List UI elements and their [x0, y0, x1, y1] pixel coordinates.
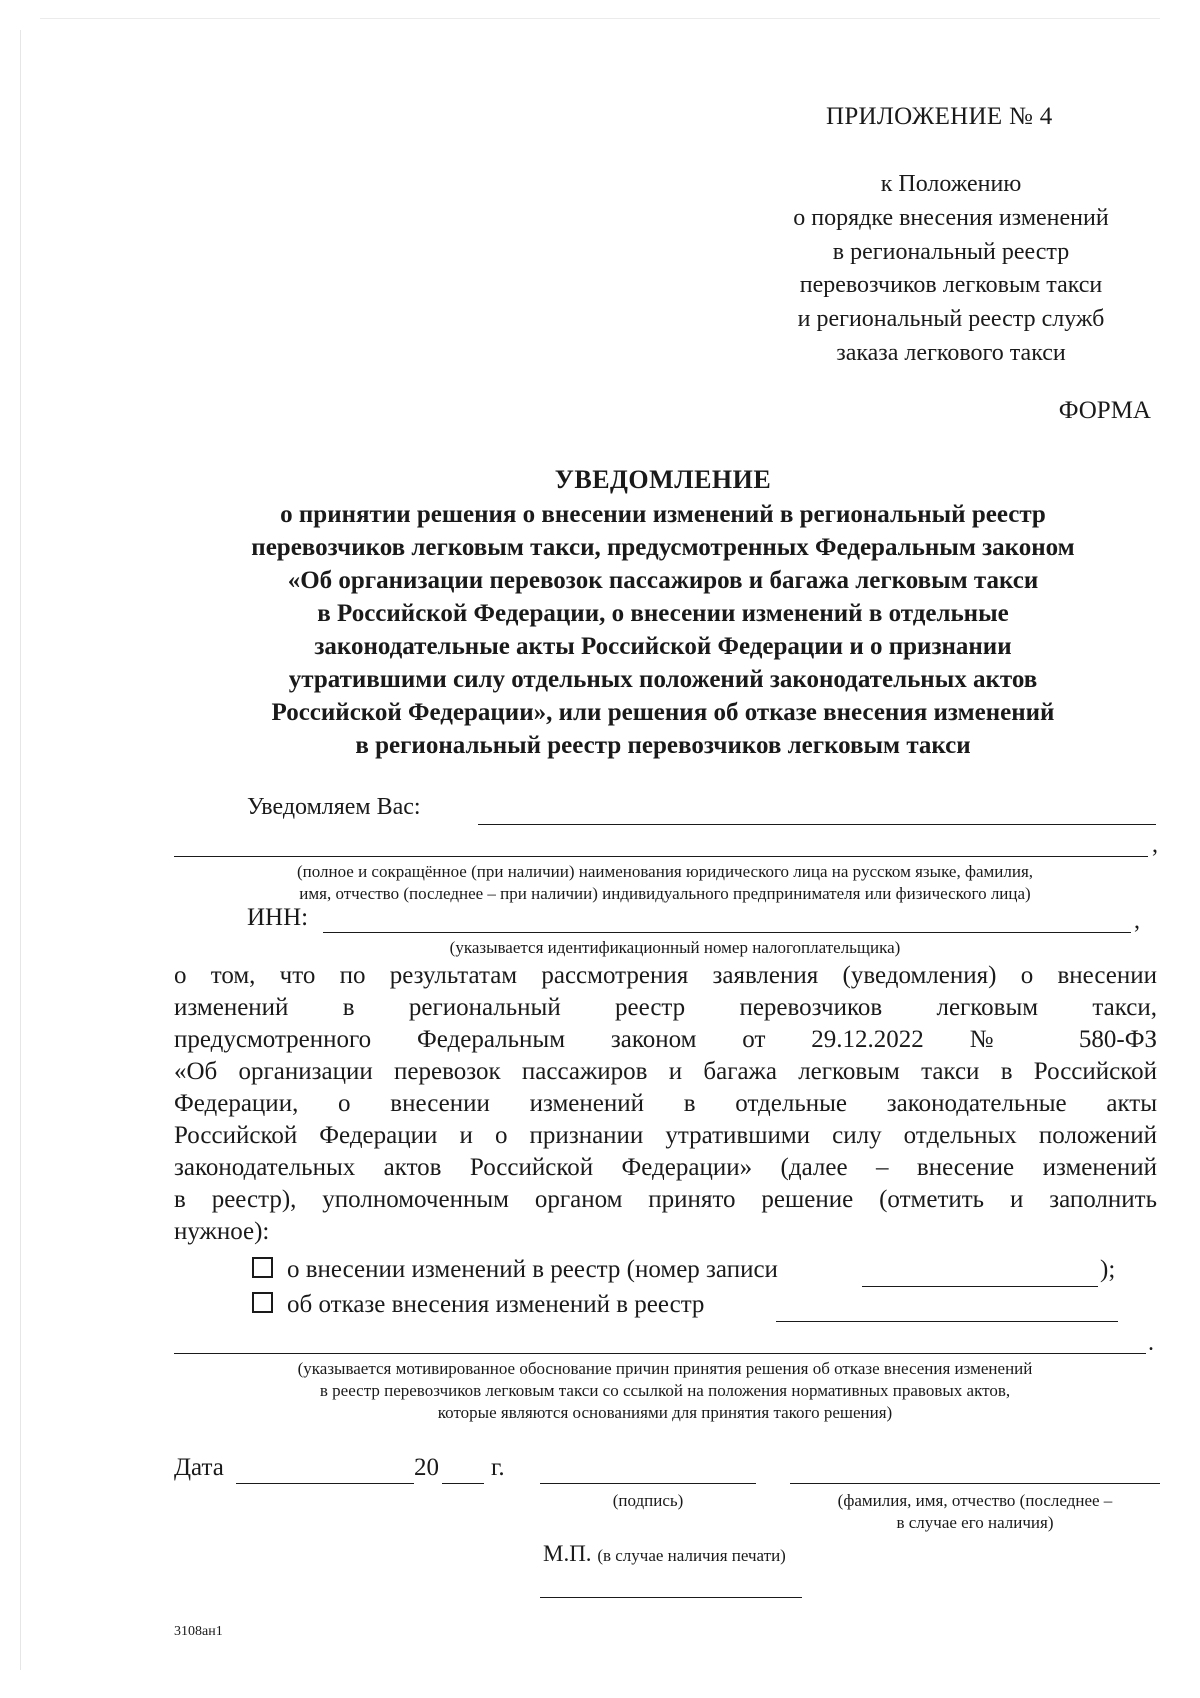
recipient-hint — [174, 861, 1156, 905]
regulation-line: заказа легкового такси — [836, 339, 1066, 366]
subtitle-line: о принятии решения о внесении изменений в региональный реестр — [280, 501, 1046, 528]
year-suffix: г. — [491, 1454, 505, 1481]
stamp-label: М.П. — [543, 1541, 592, 1566]
document-code: 3108ан1 — [174, 1624, 223, 1639]
refusal-hint — [174, 1358, 1156, 1424]
hint-line: имя, отчество (последнее – при наличии) индивидуального предпринимателя или физического лица) — [299, 884, 1031, 903]
body-line: Российской Федерации и о признании утратившими силу отдельных положений — [174, 1122, 1157, 1149]
form-label: ФОРМА — [1058, 397, 1151, 424]
subtitle-line: Российской Федерации», или решения об отказе внесения изменений — [271, 699, 1055, 726]
inn-comma: , — [1134, 908, 1140, 934]
record-number-field[interactable] — [862, 1286, 1098, 1287]
date-label: Дата — [174, 1454, 224, 1481]
body-line: изменений в региональный реестр перевозчиков легковым такси, — [174, 994, 1157, 1021]
subtitle-line: утратившими силу отдельных положений законодательных актов — [288, 666, 1038, 693]
recipient-name-field[interactable] — [478, 824, 1156, 825]
appendix-title: ПРИЛОЖЕНИЕ № 4 — [826, 103, 1053, 130]
title-main: УВЕДОМЛЕНИЕ — [554, 465, 772, 494]
regulation-line: перевозчиков легковым такси — [799, 272, 1103, 299]
stamp-line — [540, 1597, 802, 1598]
inn-field[interactable] — [323, 932, 1131, 933]
recipient-comma: , — [1152, 832, 1158, 858]
title-subtitle — [126, 498, 1200, 762]
refusal-end-dot: . — [1148, 1330, 1154, 1356]
body-line: нужное): — [174, 1218, 270, 1245]
subtitle-line: законодательные акты Российской Федерации и о признании — [314, 633, 1012, 660]
stamp-hint: (в случае наличия печати) — [597, 1546, 786, 1565]
hint-line: (полное и сокращённое (при наличии) наименования юридического лица на русском языке, фамилия, — [296, 862, 1034, 881]
scan-edge-marks — [20, 30, 21, 1670]
scan-top-marks — [40, 18, 1160, 19]
body-line: законодательных актов Российской Федерации» (далее – внесение изменений — [174, 1154, 1157, 1181]
subtitle-line: в Российской Федерации, о внесении изменений в отдельные — [317, 600, 1009, 627]
option-registry-change-label: о внесении изменений в реестр (номер записи — [287, 1256, 778, 1283]
date-field[interactable] — [236, 1483, 414, 1484]
subtitle-line: в региональный реестр перевозчиков легковым такси — [355, 732, 971, 759]
regulation-line: и региональный реестр служб — [797, 306, 1105, 333]
year-prefix: 20 — [414, 1454, 439, 1481]
body-line: в реестр), уполномоченным органом принято решение (отметить и заполнить — [174, 1186, 1157, 1213]
hint-line: (указывается мотивированное обоснование причин принятия решения об отказе внесения изменений — [297, 1359, 1033, 1378]
full-name-field[interactable] — [790, 1483, 1160, 1484]
option-registry-change-end: ); — [1100, 1256, 1116, 1283]
regulation-line: в региональный реестр — [832, 238, 1070, 265]
subtitle-line: перевозчиков легковым такси, предусмотренных Федеральным законом — [251, 534, 1075, 561]
refusal-checkbox[interactable] — [252, 1292, 273, 1313]
subtitle-line: «Об организации перевозок пассажиров и багажа легковым такси — [287, 567, 1039, 594]
refusal-reason-field-continued[interactable] — [174, 1353, 1146, 1354]
hint-line: в случае его наличия) — [896, 1513, 1054, 1532]
option-refusal-label: об отказе внесения изменений в реестр — [287, 1291, 705, 1318]
hint-line: в реестр перевозчиков легковым такси со ссылкой на положения нормативных правовых актов, — [319, 1381, 1011, 1400]
document-title — [126, 462, 1200, 762]
full-name-hint — [790, 1490, 1160, 1534]
body-line: о том, что по результатам рассмотрения заявления (уведомления) о внесении — [174, 962, 1157, 989]
option-registry-change — [252, 1256, 778, 1284]
regulation-line: о порядке внесения изменений — [793, 204, 1109, 231]
signature-field[interactable] — [540, 1483, 756, 1484]
signature-hint: (подпись) — [612, 1491, 684, 1510]
refusal-reason-field[interactable] — [776, 1321, 1118, 1322]
hint-line: (фамилия, имя, отчество (последнее – — [837, 1491, 1113, 1510]
regulation-line: к Положению — [880, 171, 1022, 197]
body-line: предусмотренного Федеральным законом от 29.12.2022 № 580-ФЗ — [174, 1026, 1157, 1053]
registry-change-checkbox[interactable] — [252, 1257, 273, 1278]
notify-label: Уведомляем Вас: — [247, 794, 421, 820]
inn-hint: (указывается идентификационный номер налогоплательщика) — [449, 938, 901, 957]
year-field[interactable] — [442, 1483, 484, 1484]
recipient-name-field-continued[interactable] — [174, 856, 1148, 857]
stamp-place — [543, 1541, 786, 1567]
regulation-reference — [752, 168, 1150, 371]
inn-label: ИНН: — [247, 904, 309, 931]
body-line: «Об организации перевозок пассажиров и багажа легковым такси в Российской — [174, 1058, 1157, 1085]
hint-line: которые являются основаниями для принятия такого решения) — [437, 1403, 893, 1422]
notice-body — [174, 960, 1157, 1248]
body-line: Федерации, о внесении изменений в отдельные законодательные акты — [174, 1090, 1157, 1117]
option-refusal — [252, 1291, 704, 1319]
